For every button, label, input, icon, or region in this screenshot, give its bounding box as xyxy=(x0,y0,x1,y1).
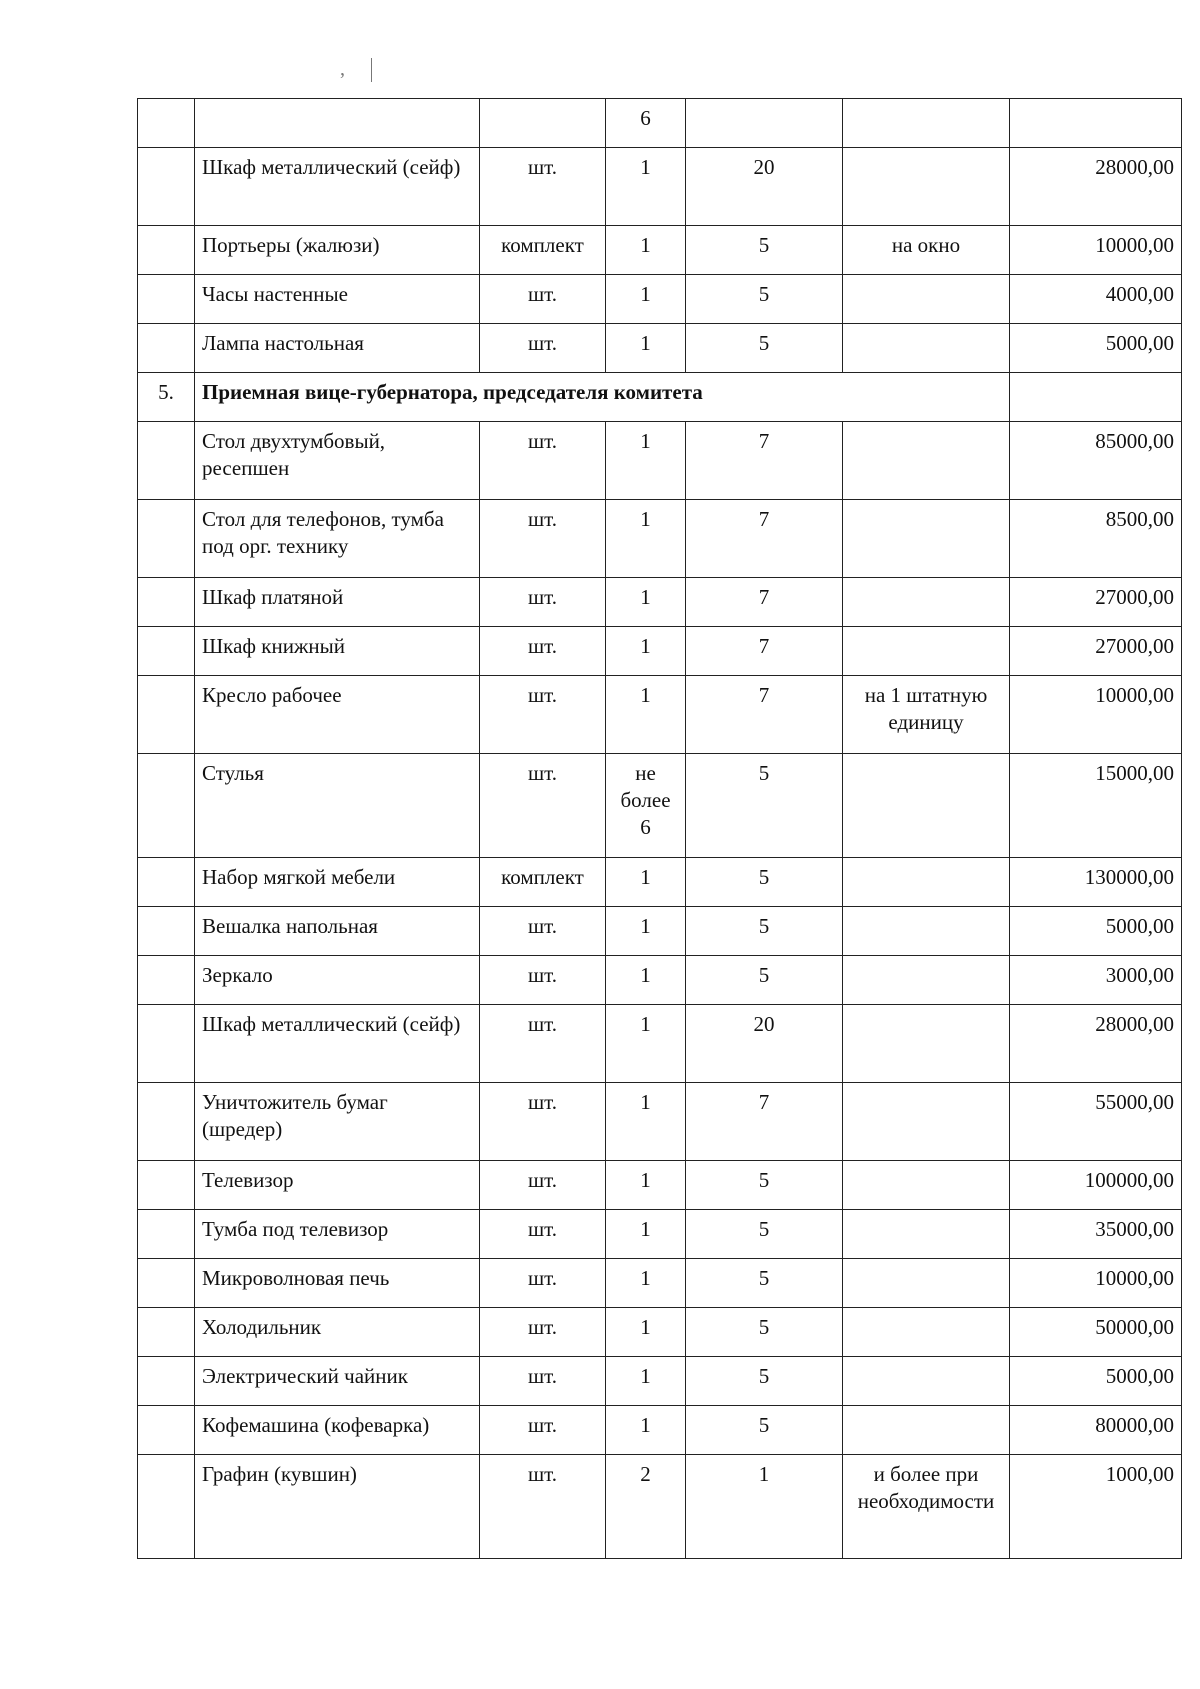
price-cell: 8500,00 xyxy=(1010,500,1182,578)
name-cell: Шкаф книжный xyxy=(195,627,480,676)
note-cell xyxy=(843,858,1010,907)
section-title-cell: Приемная вице-губернатора, председателя комитета xyxy=(195,373,1010,422)
service-years-cell xyxy=(686,99,843,148)
quantity-cell: 1 xyxy=(606,324,686,373)
number-cell xyxy=(138,226,195,275)
price-cell: 5000,00 xyxy=(1010,1357,1182,1406)
quantity-cell: 2 xyxy=(606,1455,686,1559)
table-row xyxy=(138,1005,1182,1083)
service-years-cell: 5 xyxy=(686,1406,843,1455)
table-row xyxy=(138,1455,1182,1559)
price-cell: 27000,00 xyxy=(1010,627,1182,676)
note-cell xyxy=(843,1357,1010,1406)
unit-cell: шт. xyxy=(480,500,606,578)
price-cell: 1000,00 xyxy=(1010,1455,1182,1559)
service-years-cell: 5 xyxy=(686,1308,843,1357)
number-cell xyxy=(138,275,195,324)
service-years-cell: 5 xyxy=(686,754,843,858)
number-cell xyxy=(138,1161,195,1210)
note-cell xyxy=(843,627,1010,676)
name-cell: Портьеры (жалюзи) xyxy=(195,226,480,275)
number-cell xyxy=(138,422,195,500)
unit-cell: шт. xyxy=(480,1005,606,1083)
note-cell: и более при необходимости xyxy=(843,1455,1010,1559)
note-cell xyxy=(843,1005,1010,1083)
note-cell xyxy=(843,754,1010,858)
unit-cell: шт. xyxy=(480,1161,606,1210)
number-cell xyxy=(138,858,195,907)
note-cell xyxy=(843,275,1010,324)
unit-cell: шт. xyxy=(480,275,606,324)
service-years-cell: 5 xyxy=(686,1357,843,1406)
table-row xyxy=(138,1357,1182,1406)
price-cell xyxy=(1010,99,1182,148)
quantity-cell: 1 xyxy=(606,500,686,578)
quantity-cell: 1 xyxy=(606,1259,686,1308)
name-cell: Тумба под телевизор xyxy=(195,1210,480,1259)
unit-cell: шт. xyxy=(480,956,606,1005)
service-years-cell: 5 xyxy=(686,858,843,907)
table-row xyxy=(138,226,1182,275)
note-cell xyxy=(843,1308,1010,1357)
service-years-cell: 5 xyxy=(686,907,843,956)
price-cell: 10000,00 xyxy=(1010,676,1182,754)
name-cell: Стол для телефонов, тумба под орг. технику xyxy=(195,500,480,578)
quantity-cell: 1 xyxy=(606,907,686,956)
service-years-cell: 5 xyxy=(686,1210,843,1259)
number-cell xyxy=(138,956,195,1005)
name-cell: Уничтожитель бумаг (шредер) xyxy=(195,1083,480,1161)
note-cell xyxy=(843,500,1010,578)
quantity-cell: 6 xyxy=(606,99,686,148)
page-mark-bar xyxy=(371,58,372,82)
price-cell: 3000,00 xyxy=(1010,956,1182,1005)
service-years-cell: 5 xyxy=(686,956,843,1005)
quantity-cell: 1 xyxy=(606,1083,686,1161)
number-cell xyxy=(138,1406,195,1455)
price-cell: 15000,00 xyxy=(1010,754,1182,858)
unit-cell: шт. xyxy=(480,422,606,500)
unit-cell: комплект xyxy=(480,226,606,275)
quantity-cell: 1 xyxy=(606,1357,686,1406)
items-table-body xyxy=(138,99,1182,1559)
price-cell: 28000,00 xyxy=(1010,1005,1182,1083)
quantity-cell: 1 xyxy=(606,956,686,1005)
table-row xyxy=(138,1161,1182,1210)
number-cell xyxy=(138,754,195,858)
price-cell: 50000,00 xyxy=(1010,1308,1182,1357)
section-row xyxy=(138,373,1182,422)
quantity-cell: 1 xyxy=(606,226,686,275)
quantity-cell: 1 xyxy=(606,858,686,907)
number-cell xyxy=(138,1357,195,1406)
service-years-cell: 7 xyxy=(686,578,843,627)
name-cell: Телевизор xyxy=(195,1161,480,1210)
table-row xyxy=(138,1083,1182,1161)
note-cell: на 1 штатную единицу xyxy=(843,676,1010,754)
quantity-cell: 1 xyxy=(606,275,686,324)
quantity-cell: 1 xyxy=(606,627,686,676)
price-cell: 10000,00 xyxy=(1010,1259,1182,1308)
price-cell: 55000,00 xyxy=(1010,1083,1182,1161)
price-cell: 4000,00 xyxy=(1010,275,1182,324)
unit-cell: шт. xyxy=(480,1308,606,1357)
quantity-cell: 1 xyxy=(606,1308,686,1357)
unit-cell: шт. xyxy=(480,1455,606,1559)
note-cell xyxy=(843,907,1010,956)
table-row xyxy=(138,578,1182,627)
number-cell xyxy=(138,500,195,578)
quantity-cell: 1 xyxy=(606,148,686,226)
name-cell: Кресло рабочее xyxy=(195,676,480,754)
note-cell xyxy=(843,1406,1010,1455)
service-years-cell: 20 xyxy=(686,1005,843,1083)
note-cell xyxy=(843,1259,1010,1308)
note-cell xyxy=(843,148,1010,226)
items-table xyxy=(137,98,1182,1559)
price-cell: 27000,00 xyxy=(1010,578,1182,627)
name-cell: Часы настенные xyxy=(195,275,480,324)
name-cell: Электрический чайник xyxy=(195,1357,480,1406)
quantity-cell: 1 xyxy=(606,1406,686,1455)
unit-cell: шт. xyxy=(480,676,606,754)
table-row xyxy=(138,148,1182,226)
table-row xyxy=(138,275,1182,324)
price-cell: 100000,00 xyxy=(1010,1161,1182,1210)
unit-cell: шт. xyxy=(480,1406,606,1455)
unit-cell: шт. xyxy=(480,1083,606,1161)
service-years-cell: 1 xyxy=(686,1455,843,1559)
quantity-cell: 1 xyxy=(606,1210,686,1259)
unit-cell: шт. xyxy=(480,324,606,373)
note-cell xyxy=(843,1161,1010,1210)
name-cell: Шкаф металлический (сейф) xyxy=(195,148,480,226)
unit-cell: шт. xyxy=(480,754,606,858)
price-cell: 85000,00 xyxy=(1010,422,1182,500)
unit-cell xyxy=(480,99,606,148)
name-cell xyxy=(195,99,480,148)
number-cell xyxy=(138,1083,195,1161)
unit-cell: комплект xyxy=(480,858,606,907)
note-cell xyxy=(843,1210,1010,1259)
service-years-cell: 5 xyxy=(686,275,843,324)
unit-cell: шт. xyxy=(480,1357,606,1406)
price-cell: 35000,00 xyxy=(1010,1210,1182,1259)
note-cell xyxy=(843,578,1010,627)
unit-cell: шт. xyxy=(480,578,606,627)
service-years-cell: 5 xyxy=(686,226,843,275)
number-cell xyxy=(138,1308,195,1357)
note-cell xyxy=(843,422,1010,500)
quantity-cell: 1 xyxy=(606,1161,686,1210)
number-cell xyxy=(138,676,195,754)
name-cell: Графин (кувшин) xyxy=(195,1455,480,1559)
table-row xyxy=(138,858,1182,907)
page-mark-text: , xyxy=(340,58,345,80)
name-cell: Набор мягкой мебели xyxy=(195,858,480,907)
service-years-cell: 7 xyxy=(686,422,843,500)
name-cell: Вешалка напольная xyxy=(195,907,480,956)
number-cell xyxy=(138,324,195,373)
quantity-cell: 1 xyxy=(606,676,686,754)
name-cell: Лампа настольная xyxy=(195,324,480,373)
service-years-cell: 5 xyxy=(686,1259,843,1308)
quantity-cell: не более 6 xyxy=(606,754,686,858)
service-years-cell: 20 xyxy=(686,148,843,226)
table-row xyxy=(138,1259,1182,1308)
service-years-cell: 5 xyxy=(686,1161,843,1210)
note-cell xyxy=(843,956,1010,1005)
unit-cell: шт. xyxy=(480,1210,606,1259)
name-cell: Кофемашина (кофеварка) xyxy=(195,1406,480,1455)
name-cell: Стулья xyxy=(195,754,480,858)
number-cell xyxy=(138,99,195,148)
name-cell: Холодильник xyxy=(195,1308,480,1357)
table-row xyxy=(138,907,1182,956)
quantity-cell: 1 xyxy=(606,422,686,500)
service-years-cell: 7 xyxy=(686,500,843,578)
service-years-cell: 7 xyxy=(686,676,843,754)
page-mark xyxy=(340,58,372,82)
service-years-cell: 7 xyxy=(686,627,843,676)
note-cell xyxy=(843,99,1010,148)
table-row xyxy=(138,676,1182,754)
price-cell: 10000,00 xyxy=(1010,226,1182,275)
service-years-cell: 5 xyxy=(686,324,843,373)
quantity-cell: 1 xyxy=(606,578,686,627)
table-row xyxy=(138,500,1182,578)
price-cell: 80000,00 xyxy=(1010,1406,1182,1455)
note-cell xyxy=(843,1083,1010,1161)
unit-cell: шт. xyxy=(480,627,606,676)
name-cell: Шкаф платяной xyxy=(195,578,480,627)
number-cell xyxy=(138,627,195,676)
table-row xyxy=(138,1406,1182,1455)
number-cell xyxy=(138,907,195,956)
price-cell: 5000,00 xyxy=(1010,907,1182,956)
section-price-cell xyxy=(1010,373,1182,422)
table-row xyxy=(138,754,1182,858)
note-cell xyxy=(843,324,1010,373)
number-cell xyxy=(138,1455,195,1559)
name-cell: Микроволновая печь xyxy=(195,1259,480,1308)
table-row xyxy=(138,1210,1182,1259)
unit-cell: шт. xyxy=(480,1259,606,1308)
unit-cell: шт. xyxy=(480,907,606,956)
table-row xyxy=(138,627,1182,676)
table-row xyxy=(138,422,1182,500)
price-cell: 5000,00 xyxy=(1010,324,1182,373)
quantity-cell: 1 xyxy=(606,1005,686,1083)
name-cell: Зеркало xyxy=(195,956,480,1005)
name-cell: Стол двухтумбовый, ресепшен xyxy=(195,422,480,500)
table-row xyxy=(138,1308,1182,1357)
price-cell: 28000,00 xyxy=(1010,148,1182,226)
number-cell xyxy=(138,148,195,226)
name-cell: Шкаф металлический (сейф) xyxy=(195,1005,480,1083)
table-row xyxy=(138,99,1182,148)
number-cell xyxy=(138,578,195,627)
number-cell xyxy=(138,1210,195,1259)
table-row xyxy=(138,956,1182,1005)
note-cell: на окно xyxy=(843,226,1010,275)
price-cell: 130000,00 xyxy=(1010,858,1182,907)
section-number-cell: 5. xyxy=(138,373,195,422)
service-years-cell: 7 xyxy=(686,1083,843,1161)
number-cell xyxy=(138,1005,195,1083)
number-cell xyxy=(138,1259,195,1308)
unit-cell: шт. xyxy=(480,148,606,226)
table-row xyxy=(138,324,1182,373)
